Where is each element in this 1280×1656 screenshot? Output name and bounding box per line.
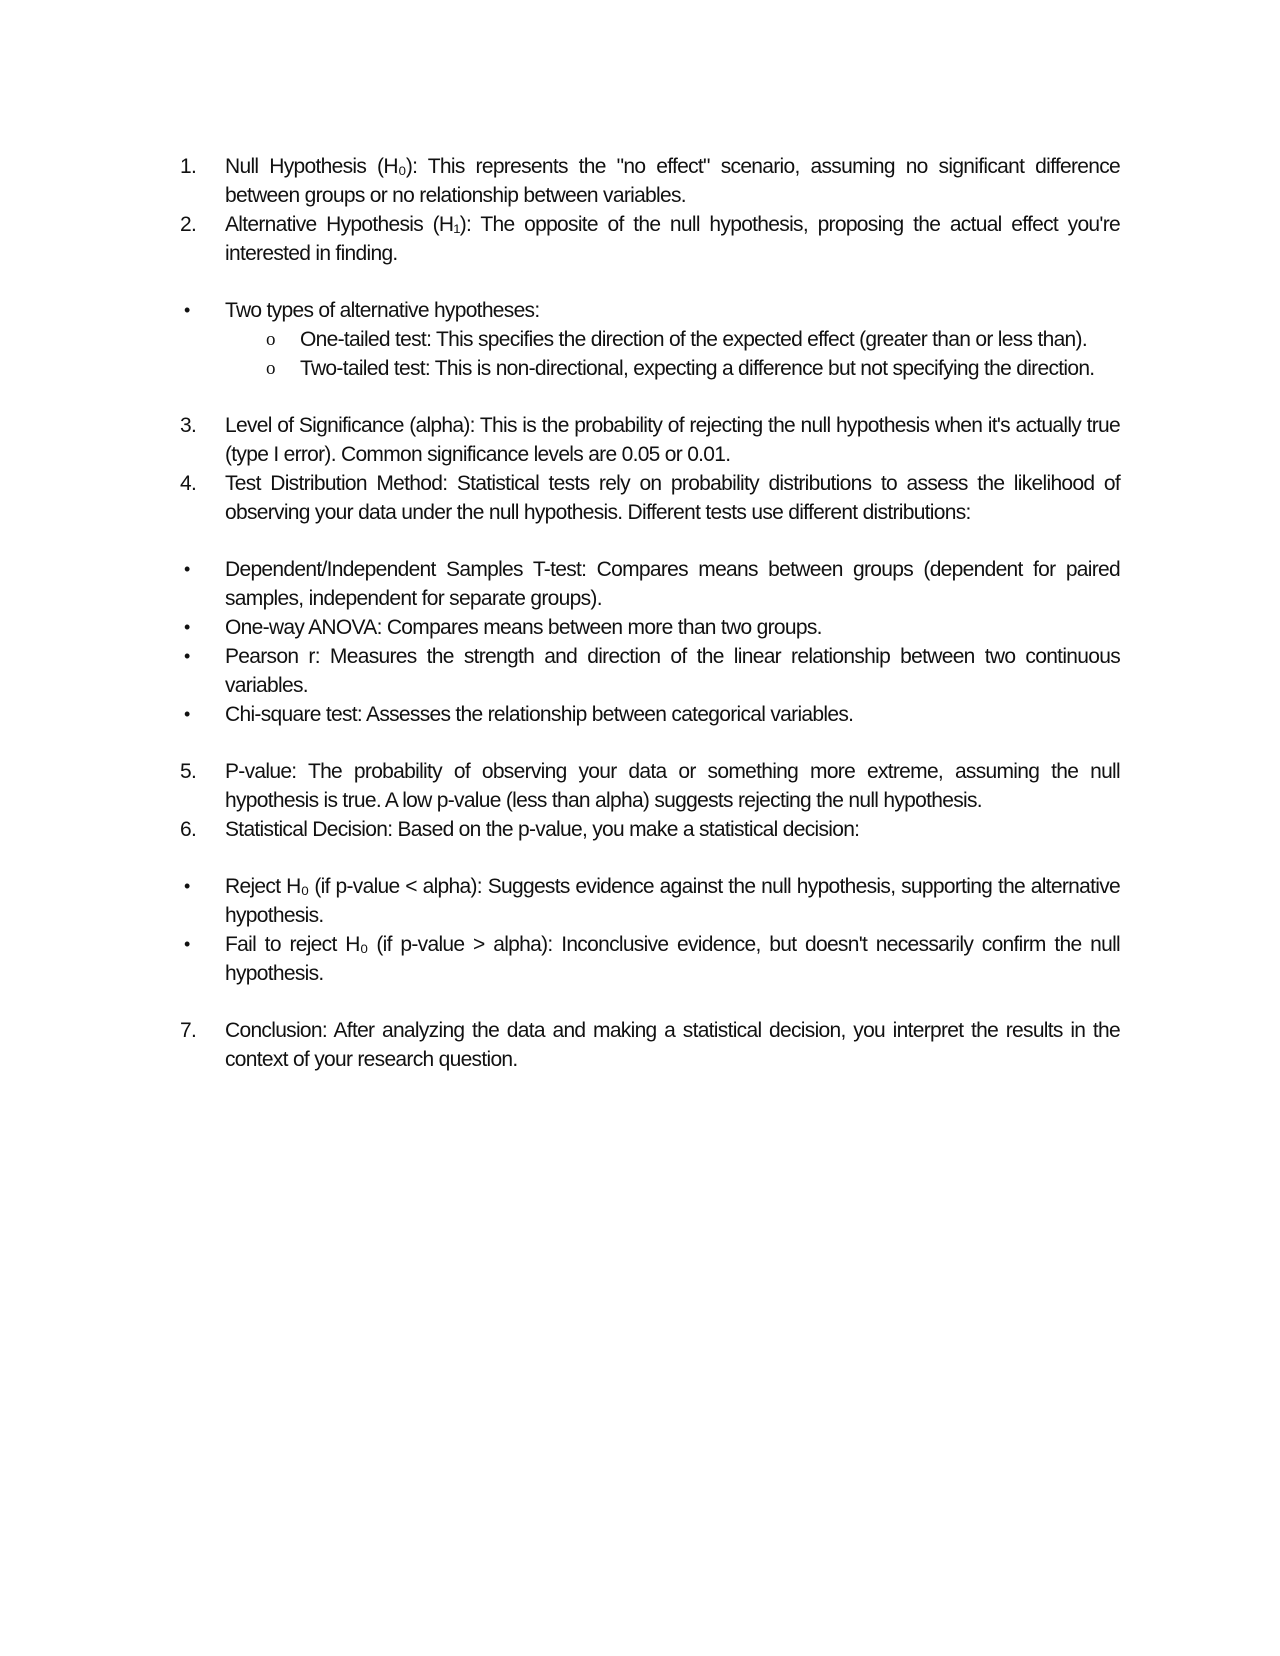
list-item-text: Two types of alternative hypotheses: (225, 299, 540, 322)
bullet-list-item (180, 613, 1120, 642)
paragraph-spacer (180, 383, 1120, 411)
bullet-marker: • (184, 617, 190, 637)
numbered-list-item (180, 1016, 1120, 1074)
numbered-list-item (180, 411, 1120, 469)
list-item-text: Statistical Decision: Based on the p-value, you make a statistical decision: (225, 818, 860, 841)
sub-bullet-list-item (180, 354, 1120, 383)
bullet-list-item (180, 642, 1120, 700)
bullet-list-item (180, 930, 1120, 988)
list-item-text: Chi-square test: Assesses the relationship between categorical variables. (225, 703, 854, 726)
list-item-text: One-way ANOVA: Compares means between more than two groups. (225, 616, 822, 639)
list-item-text: Conclusion: After analyzing the data and making a statistical decision, you interpret the results in the context of your research question. (225, 1019, 1120, 1071)
bullet-list-item (180, 872, 1120, 930)
bullet-marker: • (184, 300, 190, 320)
list-item-text: One-tailed test: This specifies the direction of the expected effect (greater than or less than). (300, 328, 1087, 351)
bullet-marker: • (184, 876, 190, 896)
list-number: 4. (180, 472, 197, 495)
bullet-list-item (180, 296, 1120, 325)
bullet-marker: o (266, 329, 275, 350)
numbered-list-item (180, 469, 1120, 527)
list-number: 7. (180, 1019, 197, 1042)
document-body (180, 152, 1120, 1074)
list-item-text: Reject H₀ (if p-value < alpha): Suggests evidence against the null hypothesis, supporting the alternative hypothesis. (225, 875, 1120, 927)
numbered-list-item (180, 757, 1120, 815)
list-item-text: Level of Significance (alpha): This is the probability of rejecting the null hypothesis when it's actually true (type I error). Common significance levels are 0.05 or 0.01. (225, 414, 1120, 466)
paragraph-spacer (180, 988, 1120, 1016)
paragraph-spacer (180, 527, 1120, 555)
list-number: 1. (180, 155, 197, 178)
list-item-text: Alternative Hypothesis (H₁): The opposite of the null hypothesis, proposing the actual effect you're interested in finding. (225, 213, 1120, 265)
sub-bullet-list-item (180, 325, 1120, 354)
bullet-marker: o (266, 358, 275, 379)
numbered-list-item (180, 815, 1120, 844)
list-item-text: Test Distribution Method: Statistical tests rely on probability distributions to assess the likelihood of observing your data under the null hypothesis. Different tests use different distributions: (225, 472, 1120, 524)
list-item-text: Two-tailed test: This is non-directional, expecting a difference but not specifying the direction. (300, 357, 1095, 380)
list-number: 6. (180, 818, 197, 841)
bullet-list-item (180, 700, 1120, 729)
bullet-marker: • (184, 646, 190, 666)
list-item-text: Fail to reject H₀ (if p-value > alpha): Inconclusive evidence, but doesn't necessarily confirm the null hypothesis. (225, 933, 1120, 985)
list-item-text: Dependent/Independent Samples T-test: Compares means between groups (dependent for paired samples, independent for separate groups). (225, 558, 1120, 610)
bullet-marker: • (184, 934, 190, 954)
list-number: 5. (180, 760, 197, 783)
paragraph-spacer (180, 844, 1120, 872)
numbered-list-item (180, 152, 1120, 210)
paragraph-spacer (180, 268, 1120, 296)
list-item-text: Pearson r: Measures the strength and direction of the linear relationship between two continuous variables. (225, 645, 1120, 697)
list-number: 2. (180, 213, 197, 236)
bullet-marker: • (184, 559, 190, 579)
list-item-text: Null Hypothesis (H₀): This represents the "no effect" scenario, assuming no significant difference between groups or no relationship between variables. (225, 155, 1120, 207)
paragraph-spacer (180, 729, 1120, 757)
bullet-list-item (180, 555, 1120, 613)
list-item-text: P-value: The probability of observing your data or something more extreme, assuming the null hypothesis is true. A low p-value (less than alpha) suggests rejecting the null hypothesis. (225, 760, 1120, 812)
list-number: 3. (180, 414, 197, 437)
bullet-marker: • (184, 704, 190, 724)
numbered-list-item (180, 210, 1120, 268)
